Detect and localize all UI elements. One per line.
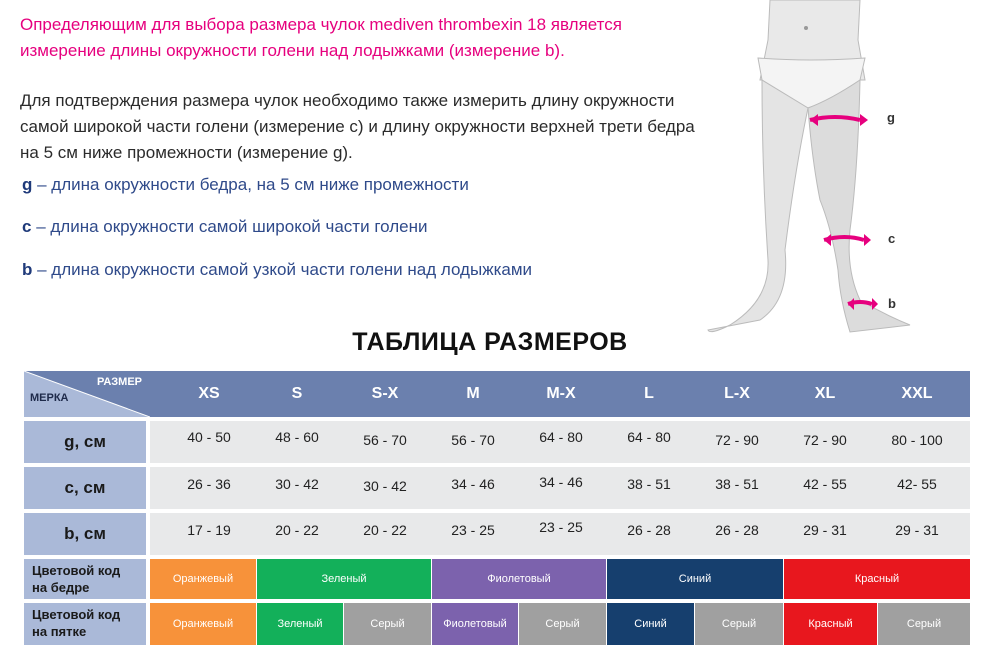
table-cell: 80 - 100	[891, 432, 943, 448]
table-cell: 64 - 80	[539, 429, 583, 445]
table-cell: 23 - 25	[451, 522, 495, 538]
table-cell: 48 - 60	[275, 429, 319, 445]
heel-label-line1: Цветовой код	[32, 607, 121, 622]
size-header: L	[644, 385, 654, 402]
thigh-color-blue: Синий	[607, 559, 783, 599]
table-cell: 42 - 55	[803, 476, 847, 492]
thigh-color-label	[24, 559, 146, 599]
legend-key: b	[22, 260, 33, 279]
table-cell: 29 - 31	[895, 522, 939, 538]
table-cell: 40 - 50	[187, 429, 231, 445]
size-header: S	[291, 385, 303, 402]
table-cell: 30 - 42	[363, 478, 407, 494]
table-cell: 17 - 19	[187, 522, 231, 538]
table-cell: 29 - 31	[803, 522, 847, 538]
thigh-label-line2: на бедре	[32, 580, 90, 595]
table-cell: 34 - 46	[539, 474, 583, 490]
heel-color-blue: Синий	[607, 603, 694, 645]
size-header: L-X	[724, 385, 750, 402]
thigh-color-violet: Фиолетовый	[432, 559, 606, 599]
leg-figure-icon	[700, 0, 1000, 345]
thigh-color-red: Красный	[784, 559, 970, 599]
heel-color-gray: Серый	[695, 603, 783, 645]
legend-text: – длина окружности самой широкой части голени	[31, 217, 428, 236]
row-label-g: g, см	[24, 421, 146, 463]
size-header: XXL	[901, 385, 933, 402]
row-label-b: b, см	[24, 513, 146, 555]
table-cell: 26 - 28	[715, 522, 759, 538]
table-cell: 72 - 90	[715, 432, 759, 448]
heel-color-orange: Оранжевый	[150, 603, 256, 645]
heel-color-green: Зеленый	[257, 603, 343, 645]
size-header: S-X	[371, 385, 399, 402]
instruction-text: Для подтверждения размера чулок необходимо также измерить длину окружности самой широкой части голени (измерение c) и длину окружности верхней трети бедра на 5 см ниже промежности (измерение g).	[20, 91, 695, 162]
legend-key: g	[22, 175, 33, 194]
table-title: ТАБЛИЦА РАЗМЕРОВ	[352, 328, 628, 356]
row-label-c: c, см	[24, 467, 146, 509]
table-cell: 42- 55	[897, 476, 937, 492]
table-header	[24, 371, 970, 417]
table-cell: 30 - 42	[275, 476, 319, 492]
table-cell: 20 - 22	[363, 522, 407, 538]
thigh-color-orange: Оранжевый	[150, 559, 256, 599]
table-cell: 26 - 28	[627, 522, 671, 538]
table-cell: 64 - 80	[627, 429, 671, 445]
leg-illustration	[700, 0, 1000, 345]
heel-color-gray: Серый	[878, 603, 970, 645]
legend-c	[22, 217, 722, 237]
legend-text: – длина окружности бедра, на 5 см ниже промежности	[32, 175, 469, 194]
table-cell: 38 - 51	[715, 476, 759, 492]
intro-text: Определяющим для выбора размера чулок mediven thrombexin 18 является измерение длины окружности голени над лодыжками (измерение b).	[20, 15, 622, 60]
header-corner	[24, 371, 150, 417]
heel-color-label	[24, 603, 146, 645]
table-cell: 38 - 51	[627, 476, 671, 492]
table-cell: 34 - 46	[451, 476, 495, 492]
table-cell: 26 - 36	[187, 476, 231, 492]
table-cell: 23 - 25	[539, 519, 583, 535]
heel-color-gray: Серый	[344, 603, 431, 645]
heel-label-line2: на пятке	[32, 624, 87, 639]
legend-key: c	[22, 217, 32, 236]
size-header: M	[466, 385, 480, 402]
size-header: XL	[814, 385, 836, 402]
corner-size-label: РАЗМЕР	[96, 376, 142, 388]
figure-label-b: b	[888, 296, 896, 311]
heel-color-red: Красный	[784, 603, 877, 645]
thigh-color-green: Зеленый	[257, 559, 431, 599]
legend-b	[22, 260, 722, 280]
size-header: XS	[198, 385, 220, 402]
table-cell: 72 - 90	[803, 432, 847, 448]
figure-label-g: g	[887, 110, 895, 125]
legend-text: – длина окружности самой узкой части голени над лодыжками	[32, 260, 533, 279]
heel-color-gray: Серый	[519, 603, 606, 645]
heel-color-violet: Фиолетовый	[432, 603, 518, 645]
table-cell: 56 - 70	[363, 432, 407, 448]
table-cell: 20 - 22	[275, 522, 319, 538]
corner-measure-label: МЕРКА	[30, 392, 69, 404]
figure-label-c: c	[888, 231, 896, 246]
size-header: M-X	[546, 385, 576, 402]
legend-g	[22, 175, 722, 195]
table-cell: 56 - 70	[451, 432, 495, 448]
thigh-label-line1: Цветовой код	[32, 563, 121, 578]
